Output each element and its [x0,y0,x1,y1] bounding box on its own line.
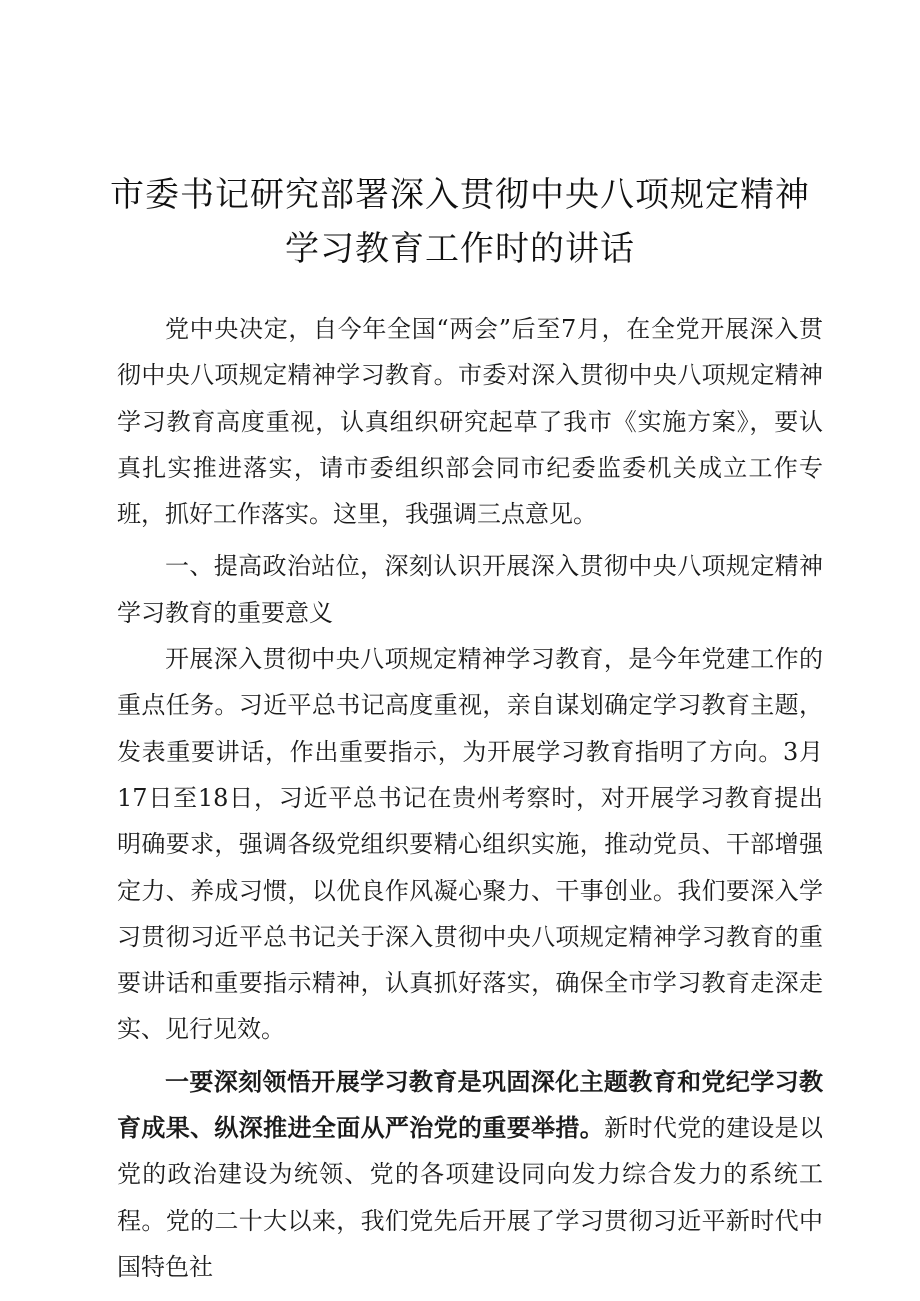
point-1-body-text: 新时代党的建设是以党的政治建设为统领、党的各项建设同向发力综合发力的系统工程。党的二十大以来，我们党先后开展了学习贯彻习近平新时代中国特色社 [117,1114,824,1281]
document-title-line-1: 市委书记研究部署深入贯彻中央八项规定精神 [110,175,810,215]
document-body [117,306,823,1290]
section-heading-1: 一、提高政治站位，深刻认识开展深入贯彻中央八项规定精神学习教育的重要意义 [117,552,823,627]
document-title-line-2: 学习教育工作时的讲话 [285,229,635,269]
point-1-lead-sentence: 一要深刻领悟开展学习教育是巩固深化主题教育和党纪学习教育成果、纵深推进全面从严治党的重要举措。 [117,1066,823,1143]
point-1-paragraph [117,1059,823,1290]
intro-paragraph: 党中央决定，自今年全国“两会”后至7月，在全党开展深入贯彻中央八项规定精神学习教育。市委对深入贯彻中央八项规定精神学习教育高度重视，认真组织研究起草了我市《实施方案》，要认真扎实推进落实，请市委组织部会同市纪委监委机关成立工作专班，抓好工作落实。这里，我强调三点意见。 [117,315,823,529]
section-1-paragraph: 开展深入贯彻中央八项规定精神学习教育，是今年党建工作的重点任务。习近平总书记高度重视，亲自谋划确定学习教育主题，发表重要讲话，作出重要指示，为开展学习教育指明了方向。3月17日至18日，习近平总书记在贵州考察时，对开展学习教育提出明确要求，强调各级党组织要精心组织实施，推动党员、干部增强定力、养成习惯，以优良作风凝心聚力、干事创业。我们要深入学习贯彻习近平总书记关于深入贯彻中央八项规定精神学习教育的重要讲话和重要指示精神，认真抓好落实，确保全市学习教育走深走实、见行见效。 [117,645,823,1044]
